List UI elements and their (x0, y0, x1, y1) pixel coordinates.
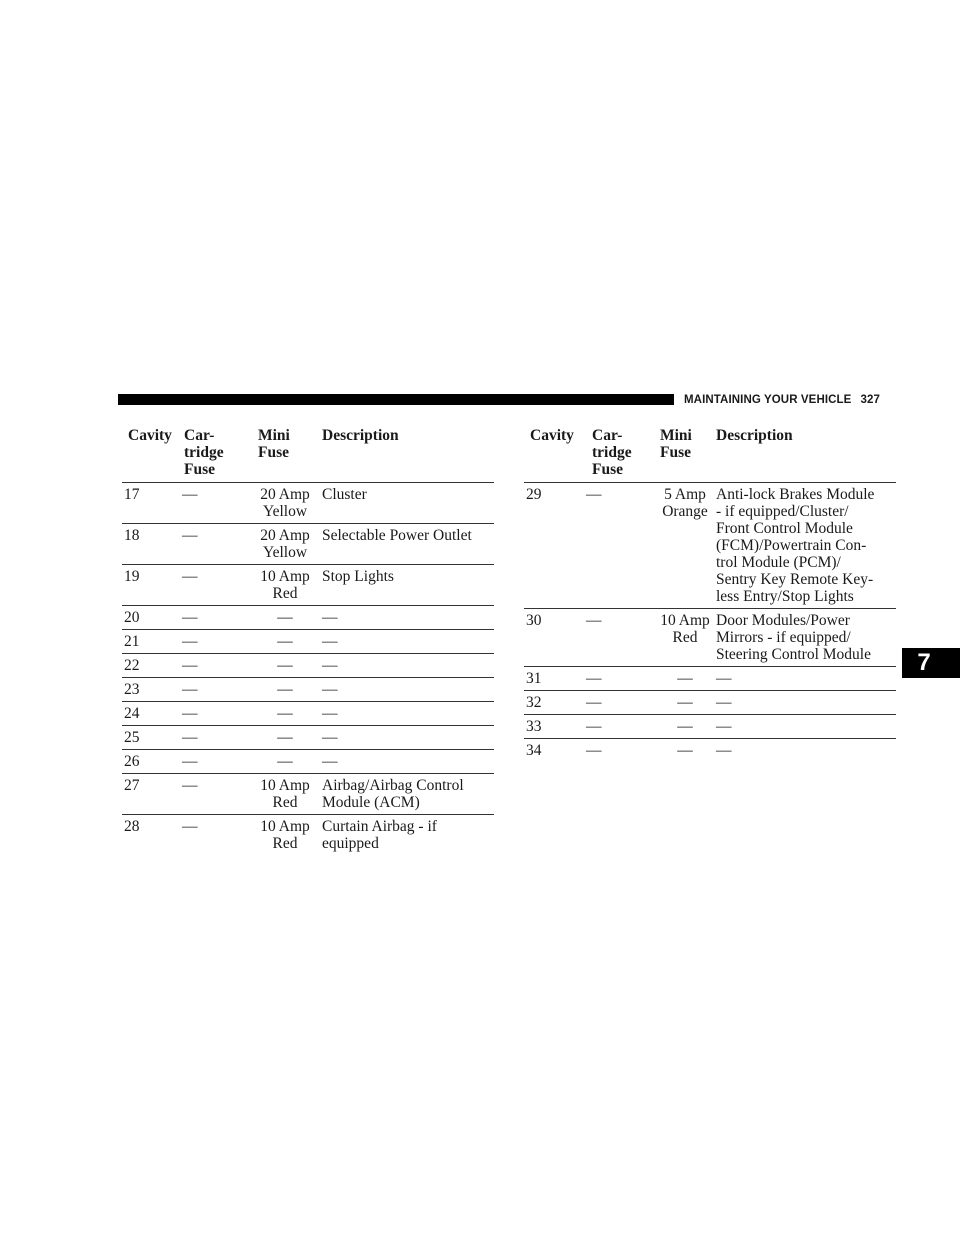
column-header-cavity: Cavity (128, 427, 172, 444)
cell-cartridge-fuse: — (586, 609, 654, 667)
chapter-tab: 7 (902, 648, 960, 678)
table-row (122, 702, 494, 726)
cell-cartridge-fuse: — (586, 667, 654, 691)
table-row (524, 715, 896, 739)
cell-cartridge-fuse: — (182, 483, 248, 524)
cell-mini-fuse: — (654, 715, 716, 739)
cell-mini-fuse: 20 Amp Yellow (248, 483, 322, 524)
cell-cartridge-fuse: — (182, 750, 248, 774)
cell-description: Curtain Airbag - if equipped (322, 815, 494, 856)
table-row (122, 630, 494, 654)
cell-description: Door Modules/Power Mirrors - if equipped/ Steering Control Module (716, 609, 896, 667)
table-row (122, 750, 494, 774)
table-row (122, 606, 494, 630)
table-row (122, 815, 494, 856)
cell-mini-fuse: 20 Amp Yellow (248, 524, 322, 565)
cell-cavity: 22 (122, 654, 182, 678)
section-title: MAINTAINING YOUR VEHICLE (684, 394, 852, 406)
table-row (524, 691, 896, 715)
cell-description: Anti-lock Brakes Module - if equipped/Cluster/ Front Control Module (FCM)/Powertrain Con- trol Module (PCM)/ Sentry Key Remote Key- less Entry/Stop Lights (716, 483, 896, 609)
table-row (524, 667, 896, 691)
cell-cavity: 25 (122, 726, 182, 750)
cell-cartridge-fuse: — (586, 691, 654, 715)
page-number: 327 (860, 394, 880, 406)
cell-description: Airbag/Airbag Control Module (ACM) (322, 774, 494, 815)
cell-description: — (322, 726, 494, 750)
cell-mini-fuse: 10 Amp Red (248, 815, 322, 856)
cell-cavity: 19 (122, 565, 182, 606)
cell-cavity: 18 (122, 524, 182, 565)
cell-description: Selectable Power Outlet (322, 524, 494, 565)
cell-cavity: 29 (524, 483, 586, 609)
cell-mini-fuse: — (248, 630, 322, 654)
cell-mini-fuse: — (654, 739, 716, 763)
cell-description: — (716, 691, 896, 715)
cell-cartridge-fuse: — (182, 524, 248, 565)
table-row (524, 739, 896, 763)
cell-mini-fuse: 5 Amp Orange (654, 483, 716, 609)
table-header-row (122, 427, 494, 483)
cell-cartridge-fuse: — (182, 654, 248, 678)
cell-cartridge-fuse: — (182, 606, 248, 630)
column-header-description: Description (716, 427, 793, 444)
cell-cartridge-fuse: — (182, 630, 248, 654)
cell-mini-fuse: — (248, 702, 322, 726)
cell-cavity: 23 (122, 678, 182, 702)
column-header-cartridge: Car- tridge Fuse (592, 427, 632, 478)
cell-description: — (322, 654, 494, 678)
cell-cartridge-fuse: — (182, 726, 248, 750)
header-rule (118, 394, 674, 405)
table-row (122, 524, 494, 565)
column-header-description: Description (322, 427, 399, 444)
cell-cavity: 26 (122, 750, 182, 774)
table-row (122, 726, 494, 750)
table-row (122, 654, 494, 678)
column-header-cartridge: Car- tridge Fuse (184, 427, 224, 478)
cell-description: — (716, 667, 896, 691)
cell-cavity: 31 (524, 667, 586, 691)
cell-cavity: 20 (122, 606, 182, 630)
table-row (524, 609, 896, 667)
cell-cavity: 24 (122, 702, 182, 726)
cell-cavity: 32 (524, 691, 586, 715)
cell-description: — (716, 715, 896, 739)
cell-description: Cluster (322, 483, 494, 524)
cell-description: — (322, 630, 494, 654)
cell-description: — (322, 678, 494, 702)
cell-description: — (716, 739, 896, 763)
cell-cartridge-fuse: — (586, 483, 654, 609)
table-row (524, 483, 896, 609)
cell-cartridge-fuse: — (182, 678, 248, 702)
cell-cartridge-fuse: — (182, 815, 248, 856)
column-header-mini: Mini Fuse (660, 427, 692, 461)
cell-mini-fuse: 10 Amp Red (654, 609, 716, 667)
column-header-cavity: Cavity (530, 427, 574, 444)
cell-description: — (322, 702, 494, 726)
cell-mini-fuse: — (248, 726, 322, 750)
cell-description: — (322, 606, 494, 630)
cell-mini-fuse: — (654, 667, 716, 691)
table-header-row (524, 427, 896, 483)
cell-mini-fuse: — (248, 678, 322, 702)
cell-cartridge-fuse: — (586, 739, 654, 763)
cell-description: — (322, 750, 494, 774)
cell-cavity: 17 (122, 483, 182, 524)
column-header-mini: Mini Fuse (258, 427, 290, 461)
cell-cartridge-fuse: — (182, 774, 248, 815)
table-row (122, 678, 494, 702)
cell-cavity: 30 (524, 609, 586, 667)
fuse-table-right (524, 427, 896, 762)
cell-description: Stop Lights (322, 565, 494, 606)
running-header (684, 391, 880, 409)
cell-mini-fuse: 10 Amp Red (248, 565, 322, 606)
table-row (122, 565, 494, 606)
cell-mini-fuse: — (248, 750, 322, 774)
table-row (122, 774, 494, 815)
cell-mini-fuse: — (248, 654, 322, 678)
cell-cavity: 21 (122, 630, 182, 654)
fuse-table-left (122, 427, 494, 855)
cell-mini-fuse: — (248, 606, 322, 630)
cell-cavity: 34 (524, 739, 586, 763)
cell-mini-fuse: 10 Amp Red (248, 774, 322, 815)
cell-cartridge-fuse: — (182, 565, 248, 606)
cell-cavity: 33 (524, 715, 586, 739)
table-row (122, 483, 494, 524)
cell-mini-fuse: — (654, 691, 716, 715)
cell-cartridge-fuse: — (182, 702, 248, 726)
cell-cartridge-fuse: — (586, 715, 654, 739)
cell-cavity: 28 (122, 815, 182, 856)
cell-cavity: 27 (122, 774, 182, 815)
